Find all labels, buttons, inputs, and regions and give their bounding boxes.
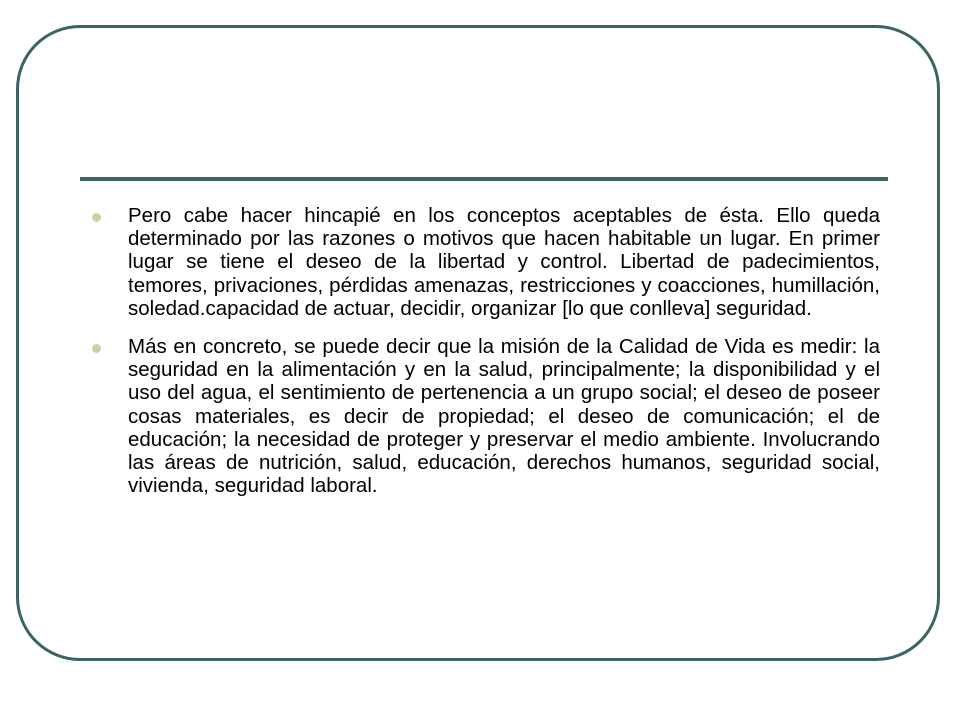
bullet-text-1: Pero cabe hacer hincapié en los conceptos aceptables de ésta. Ello queda determinado por las razones o motivos que hacen habitable un lugar. En primer lugar se tiene el deseo de la libertad y control. Libertad de padecimientos, temores, privaciones, pérdidas amenazas, restricciones y coacciones, humillación, soledad.capacidad de actuar, decidir, organizar [lo que conlleva] seguridad. — [128, 204, 880, 320]
bullet-dot-icon — [92, 344, 101, 353]
bullet-list — [92, 204, 880, 512]
bullet-item-2 — [92, 335, 880, 497]
bullet-dot-icon — [92, 213, 101, 222]
title-divider-rule — [80, 177, 888, 181]
bullet-text-2: Más en concreto, se puede decir que la misión de la Calidad de Vida es medir: la seguridad en la alimentación y en la salud, principalmente; la disponibilidad y el uso del agua, el sentimiento de pertenencia a un grupo social; el deseo de poseer cosas materiales, es decir de propiedad; el deseo de comunicación; el de educación; la necesidad de proteger y preservar el medio ambiente. Involucrando las áreas de nutrición, salud, educación, derechos humanos, seguridad social, vivienda, seguridad laboral. — [128, 335, 880, 498]
bullet-item-1 — [92, 204, 880, 320]
